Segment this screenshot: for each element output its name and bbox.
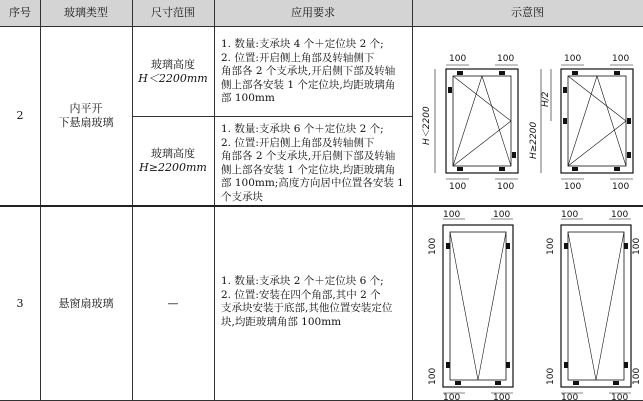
support-block — [499, 71, 505, 75]
req-line: 部 100mm — [221, 92, 275, 104]
row2a-size-line1: 玻璃高度 — [151, 57, 195, 71]
req-line: 2. 位置:安装在四个角部,其中 2 个 — [221, 288, 381, 301]
support-block — [457, 167, 463, 171]
dim-100: 100 — [443, 393, 461, 400]
window-left — [435, 65, 518, 179]
req-line: 侧上部各安装 1 个定位块,均距玻璃角 — [221, 78, 396, 91]
dim-100: 100 — [564, 54, 582, 64]
dim-100: 100 — [612, 182, 630, 192]
support-block — [457, 71, 463, 75]
header-no: 序号 — [9, 6, 31, 19]
tilt-turn-diagram — [413, 27, 643, 205]
row2a-size — [132, 27, 214, 116]
grid-line — [214, 0, 215, 401]
req-line: 1. 数量:支承块 2 个＋定位块 6 个; — [221, 275, 384, 287]
row3-size: — — [167, 296, 179, 310]
header-requirement: 应用要求 — [291, 6, 335, 19]
req-line: 侧上部各安装 1 个定位块,均距玻璃角 — [221, 163, 396, 176]
dim-100: 100 — [561, 210, 579, 220]
row2a-requirement — [221, 38, 395, 106]
dim-100: 100 — [443, 210, 461, 220]
locating-block — [512, 152, 516, 158]
dim-100: 100 — [611, 393, 629, 400]
header-type: 玻璃类型 — [64, 6, 108, 19]
req-line: 1. 数量:支承块 4 个＋定位块 2 个; — [221, 38, 384, 50]
req-line: 角部各 2 个支承块,开启侧下部及转轴 — [221, 65, 396, 77]
req-line: 块,均距玻璃角部 100mm — [221, 315, 342, 328]
dim-100: 100 — [449, 54, 467, 64]
req-line: 部 100mm;高度方向居中位置各安装 1 — [221, 177, 404, 189]
row2b-size — [132, 117, 214, 205]
height-label: H≥2200 — [529, 121, 539, 159]
row3-no: 3 — [16, 296, 24, 310]
top-hung-diagram — [413, 207, 643, 400]
support-block — [499, 167, 505, 171]
req-line: 1. 数量:支承块 6 个＋定位块 2 个; — [221, 123, 384, 135]
row2-type-line1: 内平开 — [69, 102, 103, 115]
row2b-size-line1: 玻璃高度 — [151, 147, 195, 160]
dim-100: 100 — [493, 210, 511, 220]
req-line: 角部各 2 个支承块,开启侧下部及转轴 — [221, 150, 396, 162]
row3-type: 悬窗扇玻璃 — [58, 296, 114, 310]
dim-100: 100 — [632, 237, 642, 255]
dim-100: 100 — [428, 237, 438, 255]
row2a-size-line2: H＜2200mm — [138, 71, 208, 85]
dim-100: 100 — [546, 237, 556, 255]
req-line: 个支承块 — [221, 190, 263, 203]
height-label: H＜2200 — [422, 106, 432, 145]
dim-100: 100 — [564, 182, 582, 192]
row2-no: 2 — [16, 109, 24, 122]
row3-requirement — [221, 275, 392, 329]
window-left — [443, 219, 513, 393]
dim-100: 100 — [428, 367, 438, 385]
window-right — [561, 219, 631, 393]
locating-block — [448, 87, 452, 93]
req-line: 2. 位置:开启侧上角部及转轴侧下 — [221, 136, 375, 149]
row2-type — [40, 27, 132, 205]
dim-100: 100 — [493, 393, 511, 400]
dim-100: 100 — [632, 367, 642, 385]
dim-100: 100 — [497, 54, 515, 64]
dim-100: 100 — [449, 182, 467, 192]
dim-100: 100 — [612, 54, 630, 64]
dim-100: 100 — [611, 210, 629, 220]
req-line: 2. 位置:开启侧上角部及转轴侧下 — [221, 51, 375, 64]
row2-type-line2: 下悬扇玻璃 — [58, 116, 114, 129]
header-size: 尺寸范围 — [151, 6, 195, 19]
window-right — [541, 65, 633, 179]
header-figure: 示意图 — [511, 6, 544, 19]
dim-100: 100 — [561, 393, 579, 400]
row2b-size-line2: H≥2200mm — [139, 161, 207, 174]
dim-100: 100 — [546, 367, 556, 385]
half-height-label: H/2 — [541, 91, 551, 107]
req-line: 支承块安装于底部,其他位置安装定位 — [221, 302, 393, 314]
row2b-requirement — [221, 123, 404, 204]
dim-100: 100 — [497, 182, 515, 192]
